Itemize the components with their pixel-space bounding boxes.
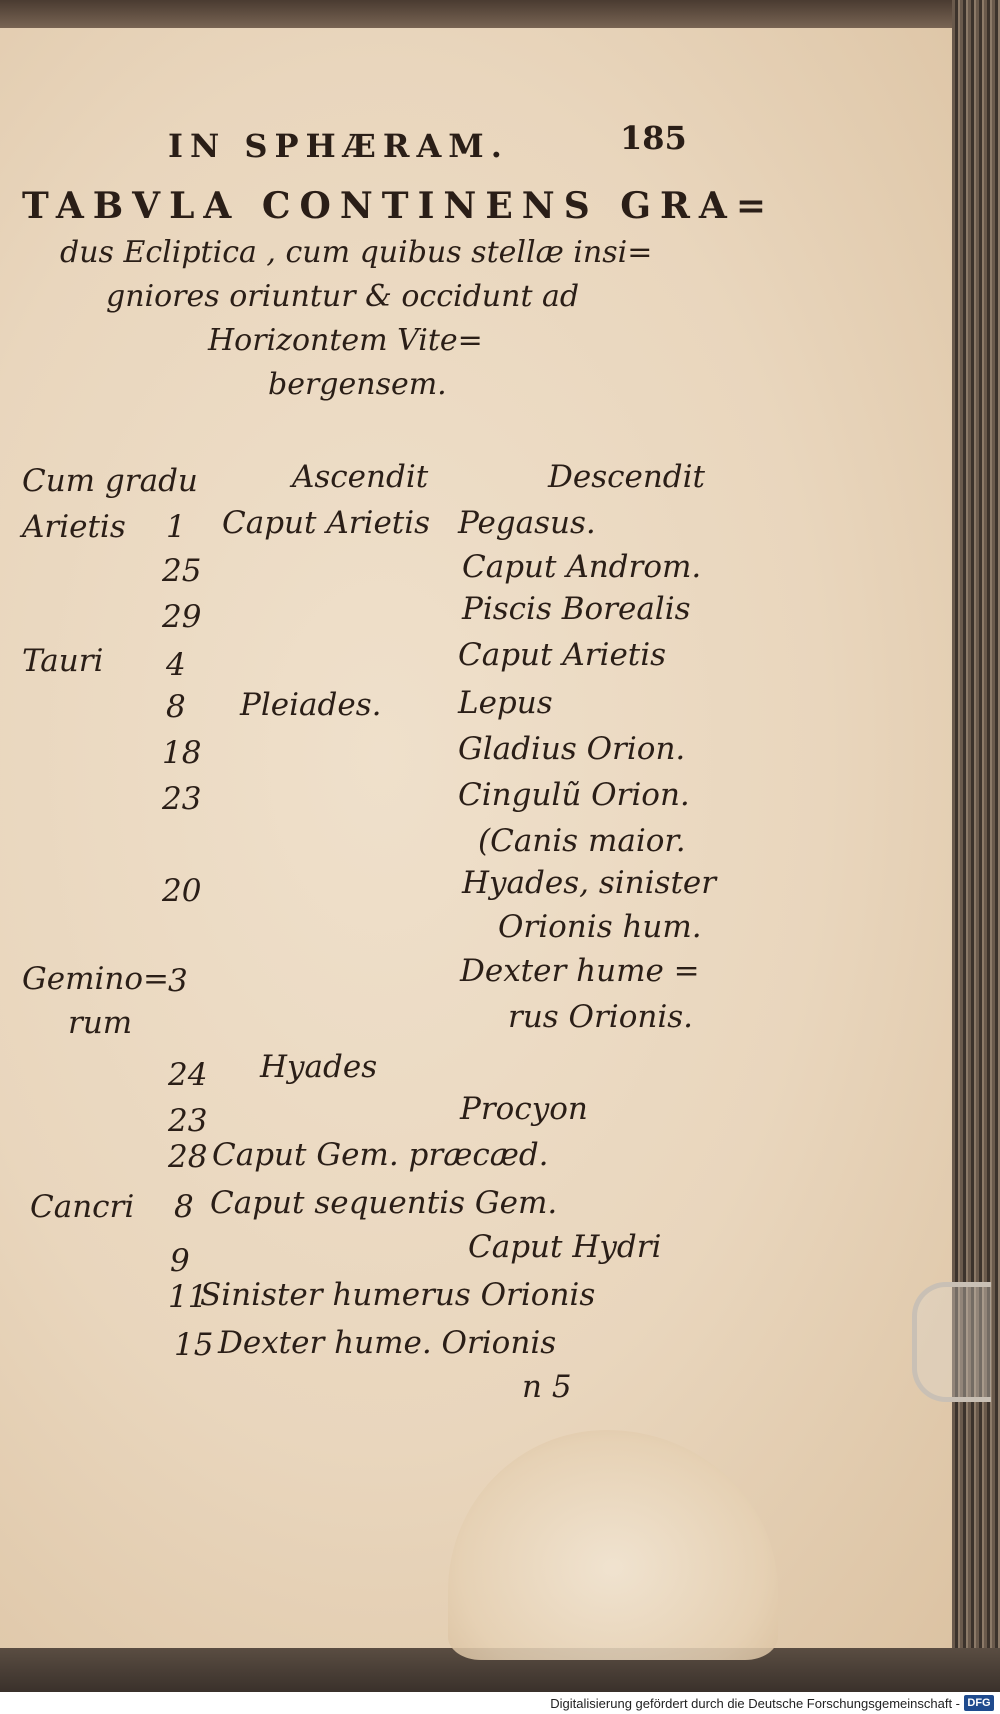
ascendit-star: Pleiades. bbox=[240, 687, 382, 723]
degree-value: 25 bbox=[162, 553, 202, 589]
dfg-logo: DFG bbox=[964, 1695, 994, 1711]
sign-label: Tauri bbox=[22, 643, 104, 679]
column-header-gradu: Cum gradu bbox=[22, 463, 198, 499]
sign-label: Gemino= bbox=[22, 961, 170, 997]
descendit-star: Caput Arietis bbox=[458, 637, 667, 673]
page-edges bbox=[952, 0, 1000, 1714]
degree-value: 8 bbox=[174, 1189, 194, 1225]
descendit-star: Piscis Borealis bbox=[462, 591, 691, 627]
ascendit-star: Hyades bbox=[260, 1049, 378, 1085]
column-header-ascendit: Ascendit bbox=[292, 459, 429, 495]
table-title-line-4: Horizontem Vite= bbox=[208, 323, 483, 358]
signature-mark: n 5 bbox=[522, 1369, 572, 1405]
degree-value: 23 bbox=[162, 781, 202, 817]
degree-value: 18 bbox=[162, 735, 202, 771]
sign-label: rum bbox=[68, 1005, 133, 1041]
descendit-star: Lepus bbox=[458, 685, 553, 721]
descendit-star: Dexter hume = bbox=[460, 953, 700, 989]
degree-value: 23 bbox=[168, 1103, 208, 1139]
footer-credit: Digitalisierung gefördert durch die Deutsche Forschungsgemeinschaft - bbox=[550, 1696, 960, 1711]
degree-value: 8 bbox=[166, 689, 186, 725]
degree-value: 9 bbox=[170, 1243, 190, 1279]
star-entry: Dexter hume. Orionis bbox=[218, 1325, 557, 1361]
degree-value: 15 bbox=[174, 1327, 214, 1363]
descendit-star: Procyon bbox=[460, 1091, 588, 1127]
descendit-star: Gladius Orion. bbox=[458, 731, 686, 767]
column-header-descendit: Descendit bbox=[548, 459, 705, 495]
sign-label: Arietis bbox=[22, 509, 126, 545]
running-title: IN SPHÆRAM. bbox=[168, 127, 509, 165]
degree-value: 4 bbox=[166, 647, 186, 683]
star-entry: Caput Hydri bbox=[468, 1229, 662, 1265]
sign-label: Cancri bbox=[30, 1189, 135, 1225]
degree-value: 28 bbox=[168, 1139, 208, 1175]
descendit-star: Caput Androm. bbox=[462, 549, 702, 585]
degree-value: 24 bbox=[168, 1057, 208, 1093]
descendit-star: Pegasus. bbox=[458, 505, 596, 541]
book-page bbox=[0, 28, 954, 1648]
table-title-line-3: gniores oriuntur & occidunt ad bbox=[106, 279, 580, 314]
ascendit-star: Caput Arietis bbox=[222, 505, 431, 541]
degree-value: 29 bbox=[162, 599, 202, 635]
table-title-line-2: dus Ecliptica , cum quibus stellæ insi= bbox=[60, 235, 653, 270]
star-entry: Sinister humerus Orionis bbox=[200, 1277, 596, 1313]
page-number: 185 bbox=[620, 119, 687, 157]
star-entry: Caput sequentis Gem. bbox=[210, 1185, 558, 1221]
descendit-star: Hyades, sinister bbox=[462, 865, 717, 901]
descendit-star: Orionis hum. bbox=[498, 909, 702, 945]
table-title-line-5: bergensem. bbox=[268, 367, 447, 402]
table-title-line-1: TABVLA CONTINENS GRA= bbox=[22, 185, 775, 227]
star-entry: Caput Gem. præcæd. bbox=[212, 1137, 549, 1173]
descendit-star: Cingulũ Orion. bbox=[458, 777, 690, 813]
degree-value: 20 bbox=[162, 873, 202, 909]
descendit-star: (Canis maior. bbox=[478, 823, 686, 859]
degree-value: 1 bbox=[166, 509, 186, 545]
page-clip bbox=[912, 1282, 991, 1402]
degree-value: 11 bbox=[168, 1279, 208, 1315]
descendit-star: rus Orionis. bbox=[508, 999, 694, 1035]
degree-value: 3 bbox=[168, 963, 188, 999]
